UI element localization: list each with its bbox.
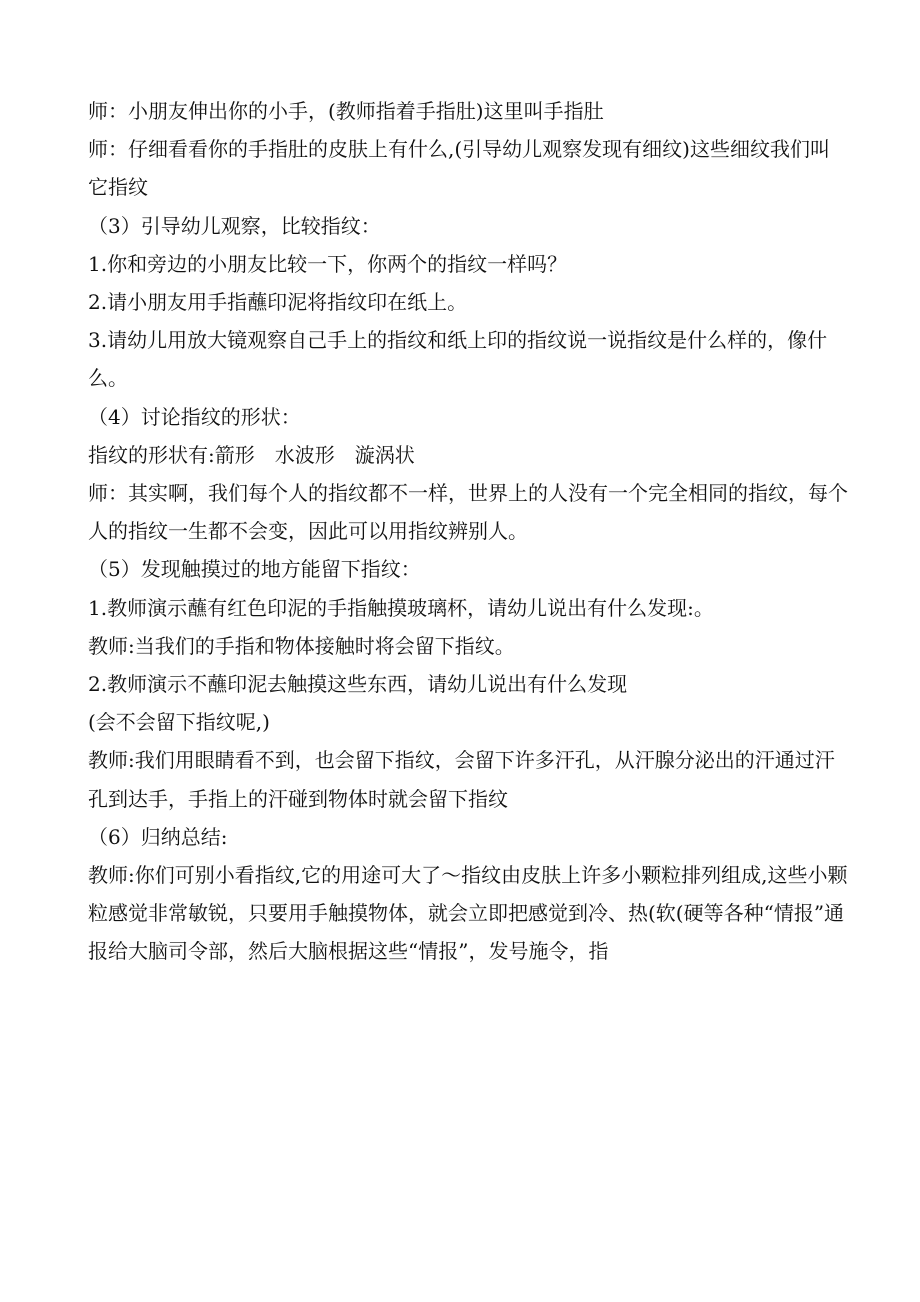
paragraph-17: 教师:你们可别小看指纹,它的用途可大了～指纹由皮肤上许多小颗粒排列组成,这些小颗粒感觉非常敏锐，只要用手触摸物体，就会立即把感觉到冷、热(软(硬等各种“情报”通报给大脑司令部，然后大脑根据这些“情报”，发号施令，指 (88, 863, 848, 964)
paragraph-4: 1.你和旁边的小朋友比较一下，你两个的指纹一样吗？ (88, 251, 568, 276)
paragraph-16: （6）归纳总结: (88, 824, 228, 849)
paragraph-6: 3.请幼儿用放大镜观察自己手上的指纹和纸上印的指纹说一说指纹是什么样的，像什么。 (88, 328, 828, 391)
paragraph-3: （3）引导幼儿观察，比较指纹： (88, 213, 381, 238)
paragraph-1: 师：小朋友伸出你的小手，(教师指着手指肚)这里叫手指肚 (88, 99, 604, 123)
paragraph-15: 教师:我们用眼睛看不到，也会留下指纹，会留下许多汗孔，从汗腺分泌出的汗通过汗孔到达手，手指上的汗碰到物体时就会留下指纹 (88, 748, 835, 811)
paragraph-8: 指纹的形状有:箭形 水波形 漩涡状 (88, 442, 415, 467)
paragraph-2: 师：仔细看看你的手指肚的皮肤上有什么,(引导幼儿观察发现有细纹)这些细纹我们叫它指纹 (88, 137, 830, 200)
paragraph-13: 2.教师演示不蘸印泥去触摸这些东西，请幼儿说出有什么发现 (88, 672, 628, 697)
document-body (88, 92, 848, 971)
paragraph-7: （4）讨论指纹的形状： (88, 404, 301, 429)
paragraph-14: (会不会留下指纹呢,) (88, 710, 270, 735)
paragraph-11: 1.教师演示蘸有红色印泥的手指触摸玻璃杯，请幼儿说出有什么发现:。 (88, 595, 714, 620)
paragraph-5: 2.请小朋友用手指蘸印泥将指纹印在纸上。 (88, 290, 468, 315)
paragraph-10: （5）发现触摸过的地方能留下指纹： (88, 557, 421, 582)
paragraph-12: 教师:当我们的手指和物体接触时将会留下指纹。 (88, 633, 515, 658)
paragraph-9: 师：其实啊，我们每个人的指纹都不一样，世界上的人没有一个完全相同的指纹，每个人的指纹一生都不会变，因此可以用指纹辨别人。 (88, 481, 848, 544)
